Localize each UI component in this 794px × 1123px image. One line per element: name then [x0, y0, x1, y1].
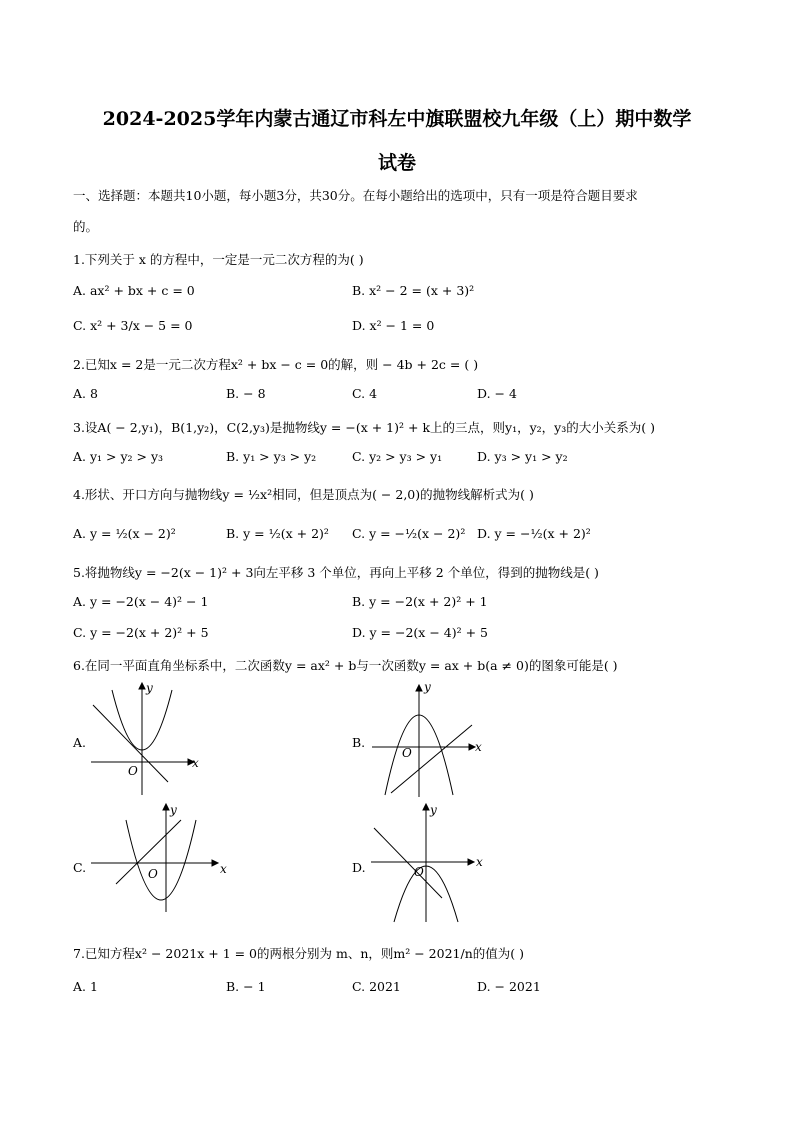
q6-graph-c	[86, 800, 236, 918]
q4-option-b: B. y = ½(x + 2)²	[226, 526, 329, 541]
q6-option-d: D.	[352, 860, 366, 875]
y-axis-label: y	[430, 803, 437, 817]
section-header-line2: 的。	[73, 219, 99, 234]
q2-option-b: B. − 8	[226, 386, 266, 401]
question-3-stem: 3.设A( − 2,y₁)，B(1,y₂)，C(2,y₃)是抛物线y = −(x + 1)² + k上的三点，则y₁，y₂，y₃的大小关系为( )	[73, 420, 655, 435]
q4-option-d: D. y = −½(x + 2)²	[477, 526, 591, 541]
y-axis-label: y	[424, 680, 431, 694]
q3-option-a: A. y₁ > y₂ > y₃	[73, 449, 164, 464]
q1-option-a: A. ax² + bx + c = 0	[73, 283, 195, 298]
question-1-stem: 1.下列关于 x 的方程中，一定是一元二次方程的为( )	[73, 252, 364, 267]
q1-option-c: C. x² + 3/x − 5 = 0	[73, 318, 193, 333]
q5-option-a: A. y = −2(x − 4)² − 1	[73, 594, 209, 609]
page-title-line2: 试卷	[377, 152, 416, 174]
origin-label: O	[402, 746, 412, 760]
q4-option-c: C. y = −½(x − 2)²	[352, 526, 466, 541]
y-axis-label: y	[170, 803, 177, 817]
q6-option-a: A.	[73, 735, 87, 750]
origin-label: O	[148, 867, 158, 881]
q2-option-d: D. − 4	[477, 386, 517, 401]
section-header: 一、选择题：本题共10小题，每小题3分，共30分。在每小题给出的选项中，只有一项是符合题目要求	[73, 188, 638, 203]
q2-option-a: A. 8	[73, 386, 98, 401]
x-axis-label: x	[476, 855, 483, 869]
x-axis-label: x	[220, 862, 227, 876]
q3-option-b: B. y₁ > y₃ > y₂	[226, 449, 317, 464]
q6-graph-d	[366, 800, 496, 925]
question-4-stem: 4.形状、开口方向与抛物线y = ½x²相同，但是顶点为( − 2,0)的抛物线解析式为( )	[73, 487, 534, 502]
q7-option-c: C. 2021	[352, 979, 401, 994]
q7-option-b: B. − 1	[226, 979, 266, 994]
question-5-stem: 5.将抛物线y = −2(x − 1)² + 3向左平移 3 个单位，再向上平移 2 个单位，得到的抛物线是( )	[73, 565, 599, 580]
origin-label: O	[414, 865, 424, 879]
q6-option-b: B.	[352, 735, 366, 750]
origin-label: O	[128, 764, 138, 778]
q1-option-b: B. x² − 2 = (x + 3)²	[352, 283, 475, 298]
q3-option-d: D. y₃ > y₁ > y₂	[477, 449, 568, 464]
x-axis-label: x	[475, 740, 482, 754]
question-7-stem: 7.已知方程x² − 2021x + 1 = 0的两根分别为 m、n，则m² − 2021/n的值为( )	[73, 946, 524, 961]
q6-graph-b	[367, 675, 497, 805]
q3-option-c: C. y₂ > y₃ > y₁	[352, 449, 443, 464]
q5-option-d: D. y = −2(x − 4)² + 5	[352, 625, 488, 640]
q5-option-b: B. y = −2(x + 2)² + 1	[352, 594, 488, 609]
q6-option-c: C.	[73, 860, 87, 875]
q7-option-a: A. 1	[73, 979, 98, 994]
q1-option-d: D. x² − 1 = 0	[352, 318, 435, 333]
q7-option-d: D. − 2021	[477, 979, 541, 994]
page-title: 2024-2025学年内蒙古通辽市科左中旗联盟校九年级（上）期中数学	[102, 108, 692, 130]
x-axis-label: x	[192, 756, 199, 770]
q6-graph-a	[86, 675, 216, 805]
q4-option-a: A. y = ½(x − 2)²	[73, 526, 176, 541]
y-axis-label: y	[146, 681, 153, 695]
question-6-stem: 6.在同一平面直角坐标系中，二次函数y = ax² + b与一次函数y = ax + b(a ≠ 0)的图象可能是( )	[73, 658, 618, 673]
q5-option-c: C. y = −2(x + 2)² + 5	[73, 625, 209, 640]
q2-option-c: C. 4	[352, 386, 378, 401]
question-2-stem: 2.已知x = 2是一元二次方程x² + bx − c = 0的解，则 − 4b + 2c = ( )	[73, 357, 479, 372]
